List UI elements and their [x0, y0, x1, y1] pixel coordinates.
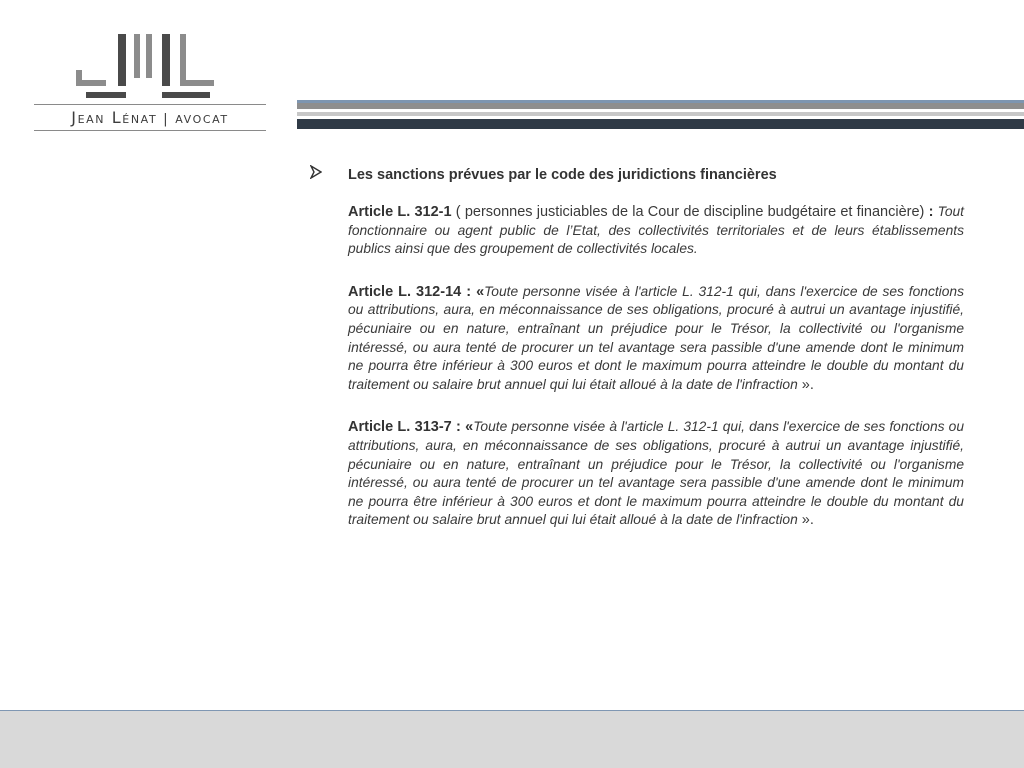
main-content	[308, 164, 964, 530]
section-heading-text: Les sanctions prévues par le code des juridictions financières	[348, 167, 777, 183]
article-colon: :	[928, 204, 938, 220]
firm-logo	[34, 34, 266, 134]
article-paragraph	[348, 283, 964, 395]
logo-mark-icon	[34, 34, 266, 104]
logo-wordmark	[34, 108, 266, 127]
article-title: Article L. 313-7 :	[348, 419, 461, 436]
header-bars	[297, 100, 1024, 132]
article-closing: ».	[797, 512, 814, 529]
header-bar-gray	[297, 103, 1024, 109]
logo-separator: |	[163, 111, 170, 127]
article-title: Article L. 312-1	[348, 204, 452, 220]
logo-bottom-rule	[34, 130, 266, 131]
logo-top-rule	[34, 104, 266, 105]
article-text: Toute personne visée à l'article L. 312-1 qui, dans l'exercice de ses fonctions ou attributions, aura, en méconnaissance de ses obligations, procuré à autrui un avantage injustifié, pécuniaire ou en nature, entraînant un préjudice pour le Trésor, la collectivité ou l'organisme intéressé, ou aura tenté de procurer un tel avantage sera passible d'une amende dont le minimum ne pourra être inférieur à 300 euros et dont le maximum pourra atteindre le double du montant du traitement ou salaire brut annuel qui lui était alloué à la date de l'infraction	[348, 419, 965, 528]
article-text: Toute personne visée à l'article L. 312-1 qui, dans l'exercice de ses fonctions ou attributions, aura, en méconnaissance de ses obligations, procuré à autrui un avantage injustifié, pécuniaire ou en nature, entraînant un préjudice pour le Trésor, la collectivité ou l'organisme intéressé, ou aura tenté de procurer un tel avantage sera passible d'une amende dont le minimum ne pourra être inférieur à 300 euros et dont le maximum pourra atteindre le double du montant du traitement ou salaire brut annuel qui lui était alloué à la date de l'infraction	[348, 283, 964, 392]
footer-band	[0, 710, 1024, 768]
article-colon: «	[460, 419, 474, 436]
article-aside: ( personnes justiciables de la Cour de discipline budgétaire et financière)	[451, 204, 929, 220]
logo-name: Jean Lénat	[71, 108, 158, 127]
article-text: Tout fonctionnaire ou agent public de l’Etat, des collectivités territoriales et de leurs établissements publics ainsi que des groupement de collectivités locales.	[348, 204, 964, 257]
logo-title: avocat	[175, 108, 229, 127]
article-paragraph	[348, 418, 964, 530]
article-title: Article L. 312-14	[348, 283, 462, 300]
arrowhead-bullet-icon	[310, 164, 322, 186]
article-closing: ».	[797, 376, 814, 393]
article-colon: : «	[461, 283, 485, 300]
header-bar-dark	[297, 119, 1024, 129]
header-bar-light	[297, 112, 1024, 116]
section-heading	[308, 164, 964, 186]
article-paragraph	[348, 203, 964, 259]
